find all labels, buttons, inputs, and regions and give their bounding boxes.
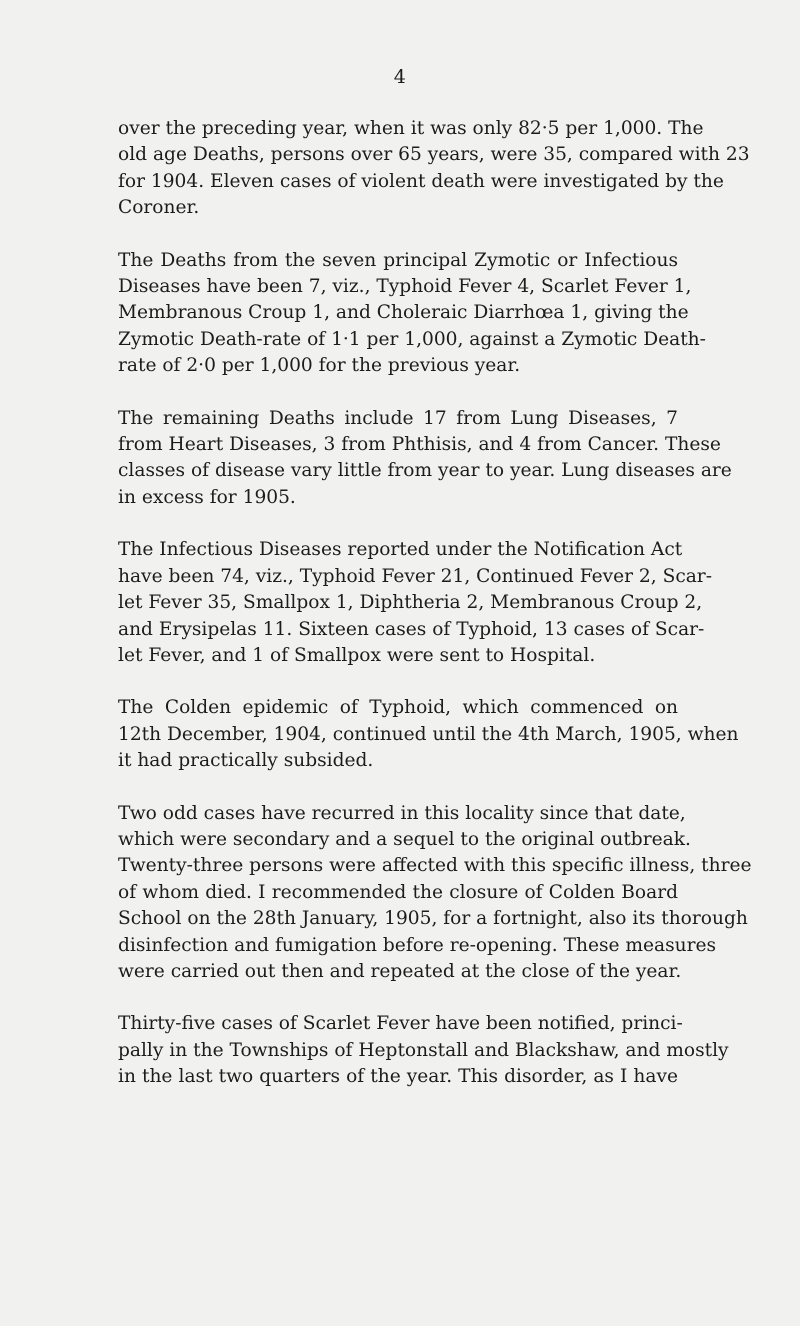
text-line: The Infectious Diseases reported under the Notification Act bbox=[118, 539, 683, 561]
text-line: rate of 2·0 per 1,000 for the previous year. bbox=[118, 355, 521, 377]
text-line: have been 74, viz., Typhoid Fever 21, Continued Fever 2, Scar- bbox=[118, 565, 712, 587]
text-line: disinfection and fumigation before re-opening. These measures bbox=[118, 934, 717, 956]
text-line: and Erysipelas 11. Sixteen cases of Typhoid, 13 cases of Scar- bbox=[118, 618, 705, 640]
text-line: Thirty-five cases of Scarlet Fever have been notified, princi- bbox=[118, 1013, 683, 1035]
text-line: classes of disease vary little from year to year. Lung diseases are bbox=[118, 460, 732, 482]
text-line: in the last two quarters of the year. This disorder, as I have bbox=[118, 1066, 678, 1088]
text-line: Diseases have been 7, viz., Typhoid Fever 4, Scarlet Fever 1, bbox=[118, 276, 692, 298]
paragraph-1 bbox=[118, 116, 750, 222]
text-line: were carried out then and repeated at the close of the year. bbox=[118, 960, 682, 982]
text-line: The remaining Deaths include 17 from Lung Diseases, 7 bbox=[118, 407, 678, 429]
text-line: School on the 28th January, 1905, for a fortnight, also its thorough bbox=[118, 908, 748, 930]
paragraph-7 bbox=[118, 1011, 729, 1090]
text-line: it had practically subsided. bbox=[118, 750, 374, 772]
text-line: old age Deaths, persons over 65 years, were 35, compared with 23 bbox=[118, 144, 750, 166]
text-line: Zymotic Death-rate of 1·1 per 1,000, against a Zymotic Death- bbox=[118, 328, 706, 350]
paragraph-5 bbox=[118, 695, 739, 774]
paragraph-6 bbox=[118, 801, 752, 986]
paragraph-4 bbox=[118, 537, 712, 669]
text-line: of whom died. I recommended the closure of Colden Board bbox=[118, 881, 678, 903]
paragraph-2 bbox=[118, 248, 706, 380]
text-line: from Heart Diseases, 3 from Phthisis, and 4 from Cancer. These bbox=[118, 434, 721, 456]
text-line: Membranous Croup 1, and Choleraic Diarrhœa 1, giving the bbox=[118, 302, 689, 324]
paragraph-3 bbox=[118, 406, 732, 512]
text-line: The Colden epidemic of Typhoid, which commenced on bbox=[118, 697, 678, 719]
text-line: The Deaths from the seven principal Zymotic or Infectious bbox=[118, 249, 678, 271]
text-line: Twenty-three persons were affected with this specific illness, three bbox=[118, 855, 752, 877]
page-number: 4 bbox=[393, 66, 407, 88]
text-line: Two odd cases have recurred in this locality since that date, bbox=[118, 802, 686, 824]
text-line: which were secondary and a sequel to the original outbreak. bbox=[118, 828, 691, 850]
text-line: pally in the Townships of Heptonstall and Blackshaw, and mostly bbox=[118, 1039, 729, 1061]
text-line: over the preceding year, when it was only 82·5 per 1,000. The bbox=[118, 118, 704, 139]
text-line: Coroner. bbox=[118, 197, 200, 219]
text-line: let Fever 35, Smallpox 1, Diphtheria 2, Membranous Croup 2, bbox=[118, 592, 703, 614]
text-line: let Fever, and 1 of Smallpox were sent to Hospital. bbox=[118, 644, 596, 666]
body-text bbox=[118, 116, 752, 1117]
text-line: for 1904. Eleven cases of violent death were investigated by the bbox=[118, 170, 724, 192]
text-line: in excess for 1905. bbox=[118, 486, 296, 508]
text-line: 12th December, 1904, continued until the 4th March, 1905, when bbox=[118, 723, 739, 745]
